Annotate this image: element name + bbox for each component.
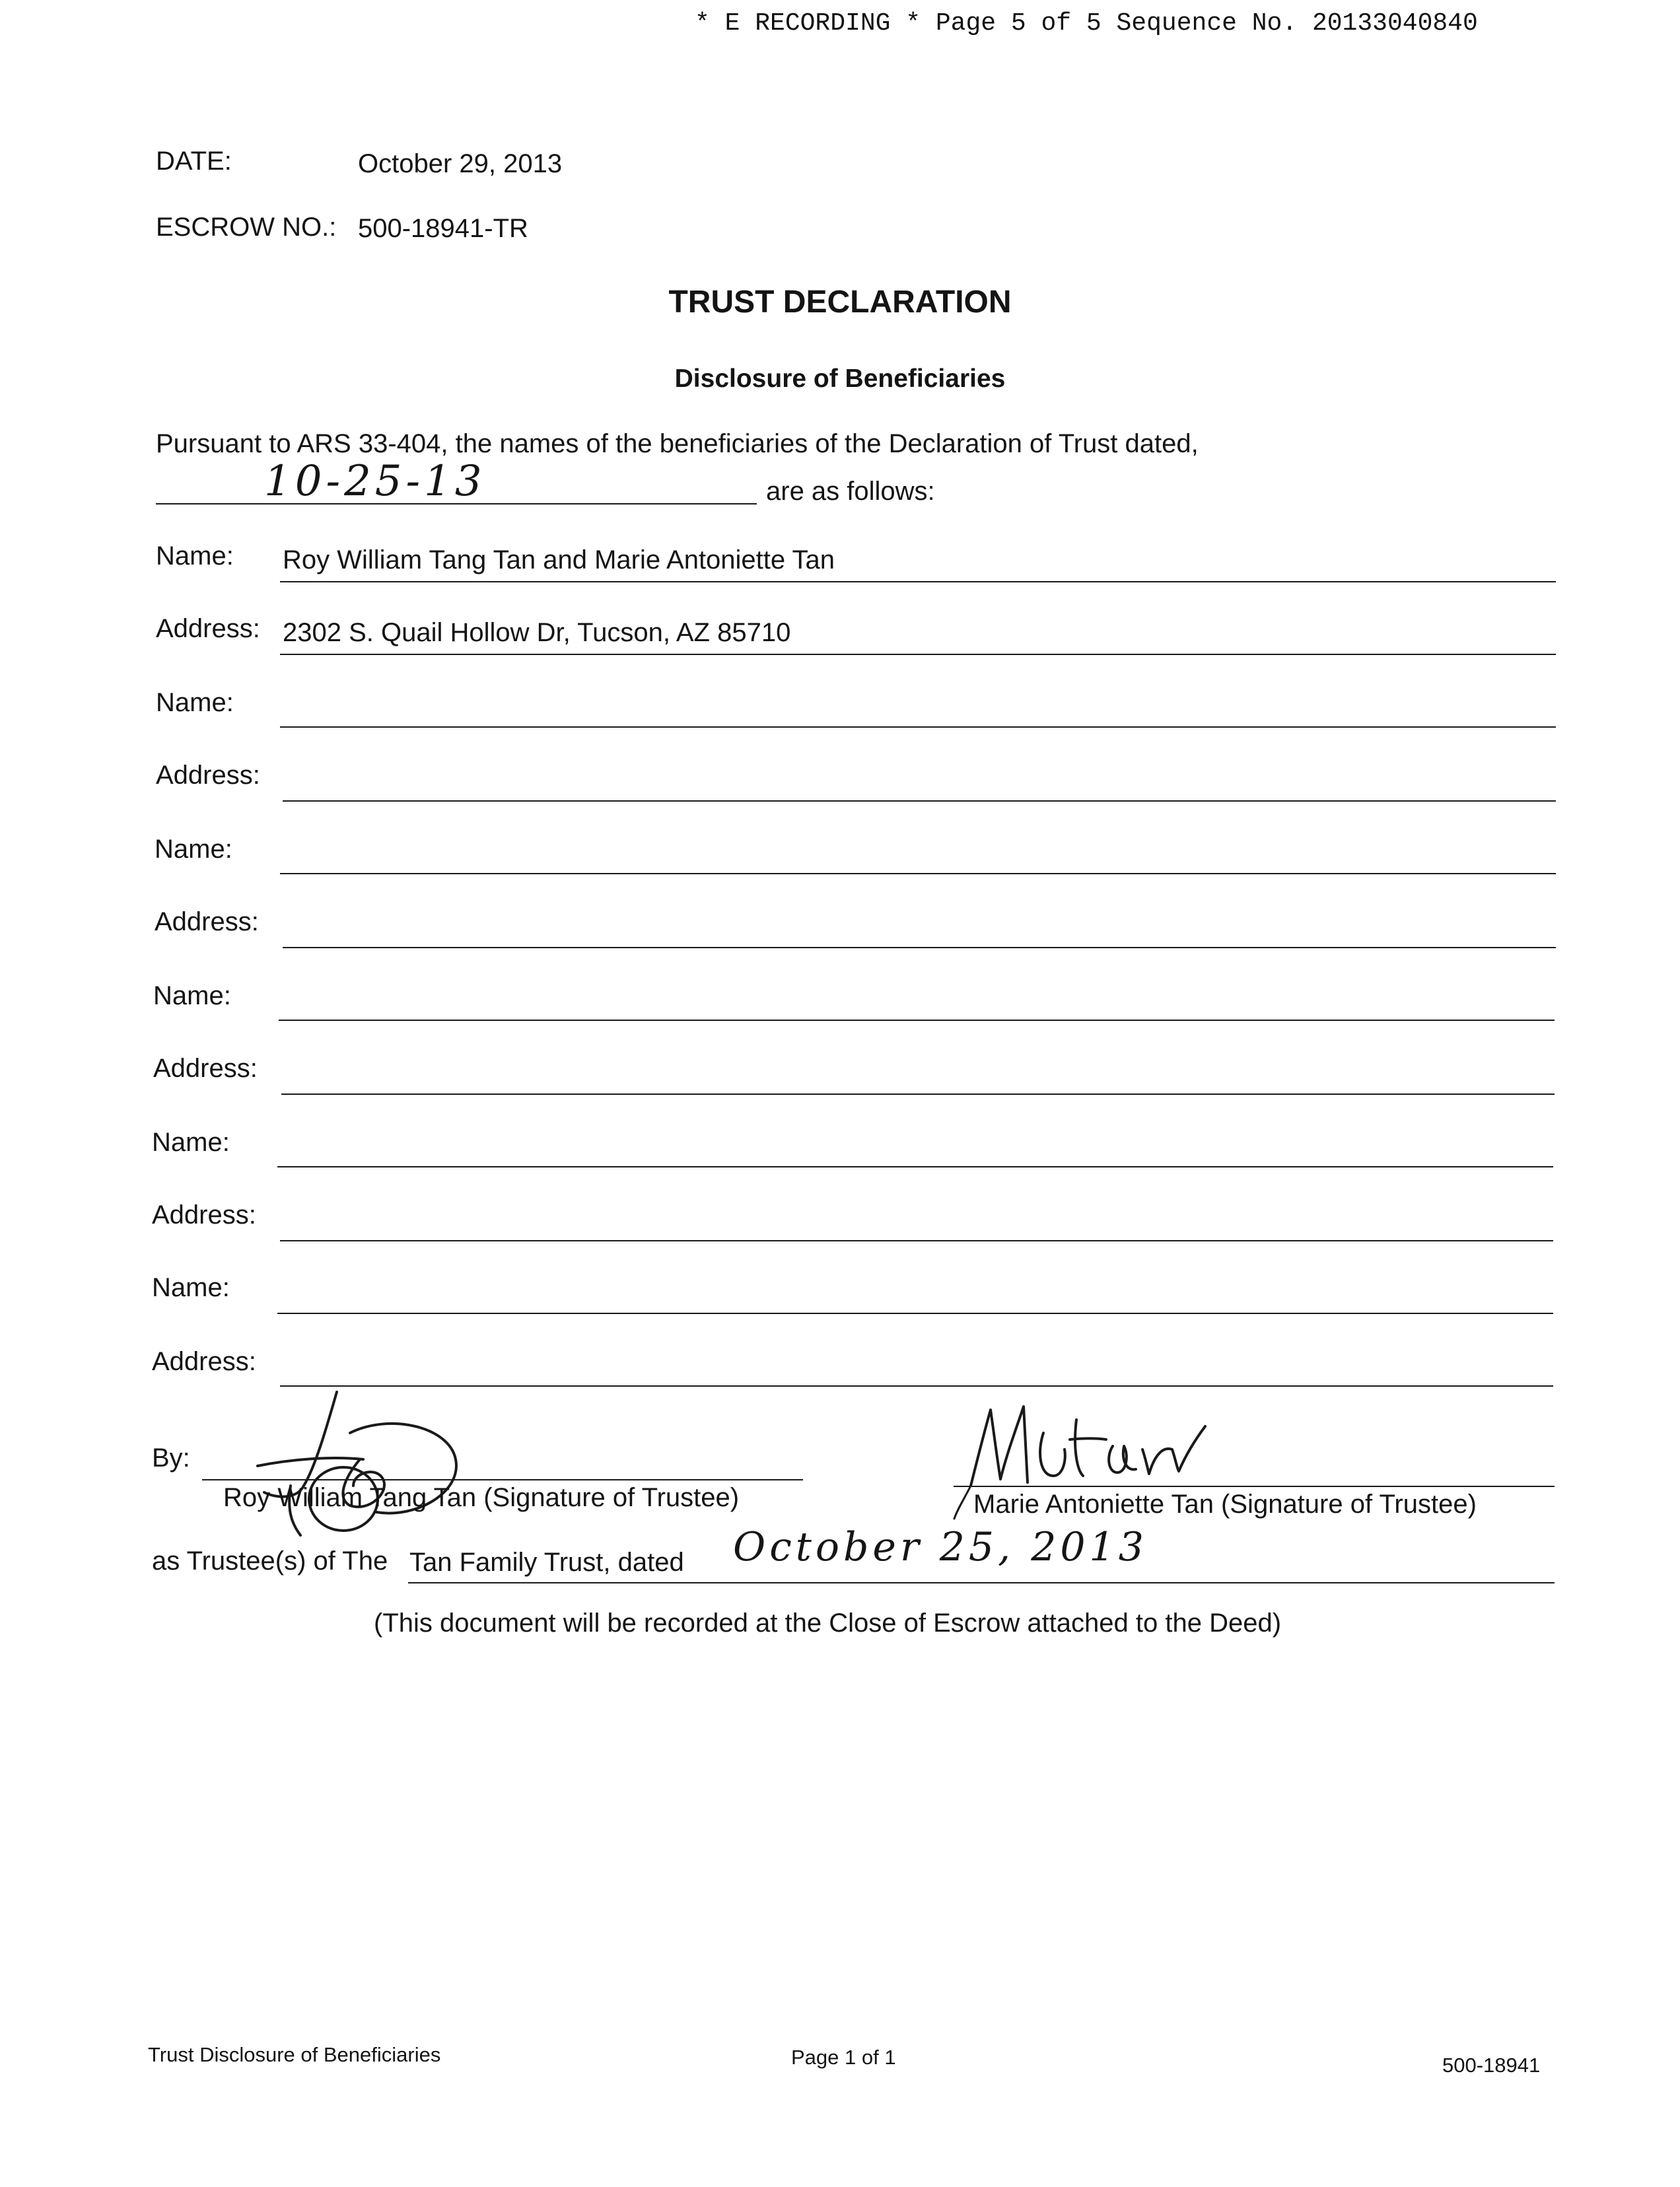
trustee2-signature	[944, 1393, 1222, 1506]
footer-page-number: Page 1 of 1	[791, 2046, 896, 2069]
address-label: Address:	[152, 1200, 256, 1230]
address-line	[281, 1094, 1555, 1095]
name-line	[277, 1313, 1553, 1314]
name-line	[280, 873, 1556, 874]
address-label: Address:	[152, 1347, 256, 1376]
address-value: 2302 S. Quail Hollow Dr, Tucson, AZ 85710	[283, 618, 791, 647]
date-label: DATE:	[156, 147, 232, 176]
recording-stamp: * E RECORDING * Page 5 of 5 Sequence No. 20133040840	[695, 9, 1478, 38]
name-label: Name:	[152, 1128, 230, 1157]
name-label: Name:	[152, 1273, 230, 1302]
declaration-date-handwritten: 10-25-13	[264, 457, 486, 506]
document-subtitle: Disclosure of Beneficiaries	[674, 364, 1006, 393]
address-line	[280, 1240, 1553, 1241]
footer-right: 500-18941	[1442, 2054, 1541, 2077]
intro-text: Pursuant to ARS 33-404, the names of the beneficiaries of the Declaration of Trust dated,	[156, 429, 1199, 458]
address-label: Address:	[156, 761, 260, 790]
document-title: TRUST DECLARATION	[668, 285, 1012, 320]
name-line	[277, 1166, 1553, 1167]
address-label: Address:	[156, 614, 260, 643]
name-line	[279, 1020, 1555, 1021]
trust-date-handwritten: October 25, 2013	[733, 1524, 1148, 1570]
name-line	[280, 726, 1556, 728]
escrow-value: 500-18941-TR	[358, 214, 528, 243]
trust-prefix: as Trustee(s) of The	[152, 1546, 388, 1576]
declaration-date-line	[156, 503, 757, 504]
address-line	[283, 947, 1556, 948]
trustee2-caption: Marie Antoniette Tan (Signature of Trustee)	[973, 1490, 1477, 1519]
address-line	[280, 654, 1556, 655]
name-label: Name:	[153, 981, 231, 1010]
name-value: Roy William Tang Tan and Marie Antoniette Tan	[283, 545, 835, 574]
name-label: Name:	[155, 835, 232, 864]
recording-note: (This document will be recorded at the Close of Escrow attached to the Deed)	[374, 1609, 1282, 1638]
trust-name: Tan Family Trust, dated	[409, 1548, 684, 1577]
footer-left: Trust Disclosure of Beneficiaries	[148, 2043, 441, 2066]
trustee1-caption: Roy William Tang Tan (Signature of Trustee)	[223, 1483, 740, 1512]
address-label: Address:	[155, 907, 259, 936]
date-value: October 29, 2013	[358, 149, 563, 178]
name-line	[280, 581, 1556, 582]
intro-suffix: are as follows:	[766, 477, 935, 506]
address-line	[283, 800, 1556, 802]
trust-line	[408, 1582, 1555, 1583]
escrow-label: ESCROW NO.:	[156, 213, 337, 242]
by-label: By:	[152, 1443, 190, 1473]
trustee1-signature	[238, 1387, 502, 1539]
name-label: Name:	[156, 688, 234, 717]
name-label: Name:	[156, 541, 234, 571]
address-label: Address:	[153, 1054, 258, 1083]
